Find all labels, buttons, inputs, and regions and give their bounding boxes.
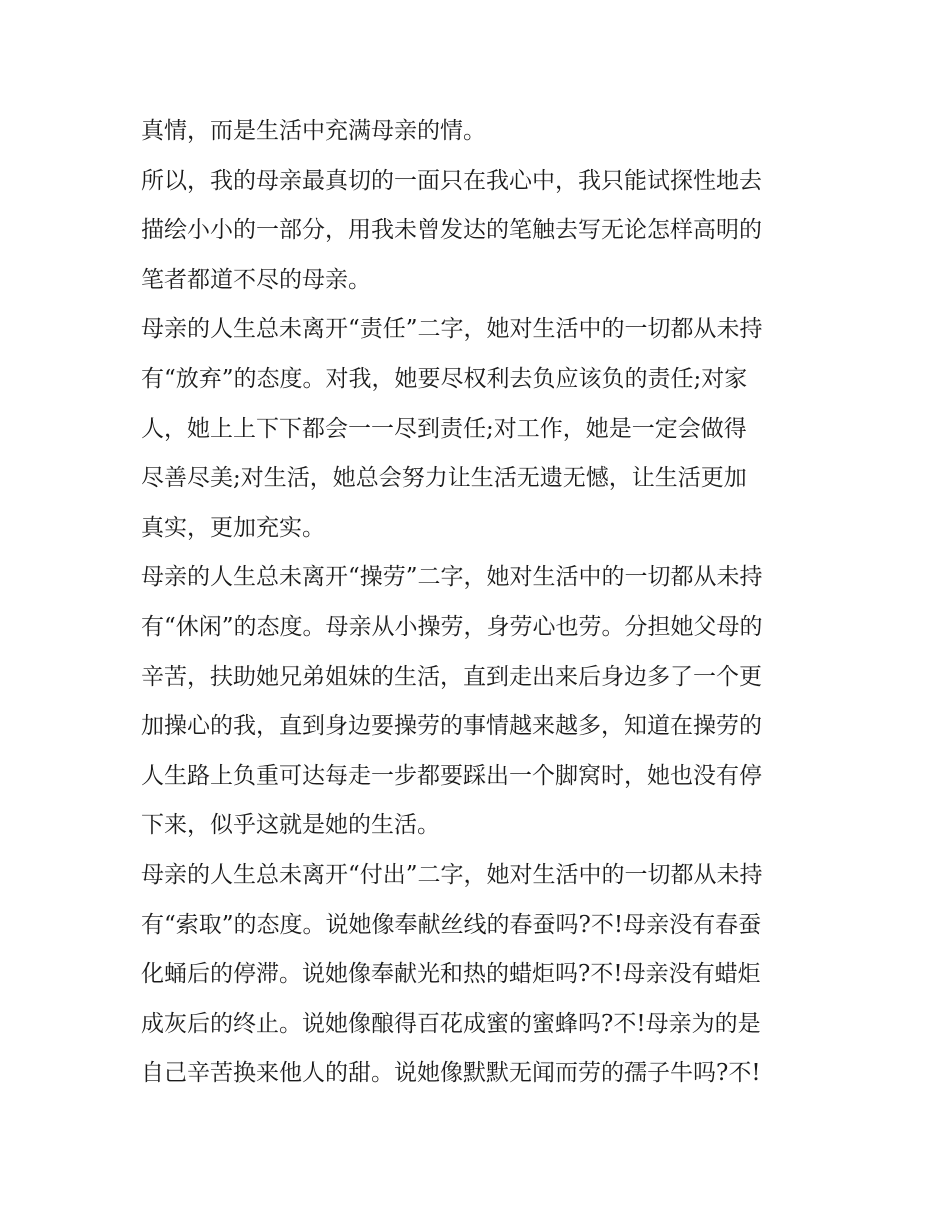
text-line: 所以，我的母亲最真切的一面只在我心中，我只能试探性地去 — [141, 167, 762, 194]
text-line: 辛苦，扶助她兄弟姐妹的生活，直到走出来后身边多了一个更 — [141, 663, 762, 690]
text-line: 有“索取”的态度。说她像奉献丝线的春蚕吗?不!母亲没有春蚕 — [141, 911, 762, 938]
text-line: 人生路上负重可达每走一步都要踩出一个脚窝时，她也没有停 — [141, 762, 762, 789]
text-line: 有“休闲”的态度。母亲从小操劳，身劳心也劳。分担她父母的 — [141, 613, 763, 640]
text-line: 母亲的人生总未离开“付出”二字，她对生活中的一切都从未持 — [141, 861, 763, 888]
text-line: 成灰后的终止。说她像酿得百花成蜜的蜜蜂吗?不!母亲为的是 — [141, 1010, 761, 1037]
text-line: 母亲的人生总未离开“责任”二字，她对生活中的一切都从未持 — [141, 316, 763, 343]
text-line: 真实，更加充实。 — [141, 514, 325, 541]
text-line: 化蛹后的停滞。说她像奉献光和热的蜡炬吗?不!母亲没有蜡炬 — [141, 961, 761, 988]
text-line: 描绘小小的一部分，用我未曾发达的笔触去写无论怎样高明的 — [141, 217, 762, 244]
body-text — [141, 107, 821, 1099]
text-line: 人，她上上下下都会一一尽到责任;对工作，她是一定会做得 — [141, 415, 747, 442]
text-line: 真情，而是生活中充满母亲的情。 — [141, 118, 486, 144]
text-line: 笔者都道不尽的母亲。 — [141, 266, 371, 293]
text-line: 加操心的我，直到身边要操劳的事情越来越多，知道在操劳的 — [141, 713, 762, 740]
text-line: 尽善尽美;对生活，她总会努力让生活无遗无憾，让生活更加 — [141, 465, 747, 492]
text-line: 自己辛苦换来他人的甜。说她像默默无闻而劳的孺子牛吗?不! — [141, 1060, 761, 1087]
text-line: 有“放弃”的态度。对我，她要尽权利去负应该负的责任;对家 — [141, 365, 748, 392]
text-line: 下来，似乎这就是她的生活。 — [141, 812, 440, 839]
text-line: 母亲的人生总未离开“操劳”二字，她对生活中的一切都从未持 — [141, 564, 763, 591]
